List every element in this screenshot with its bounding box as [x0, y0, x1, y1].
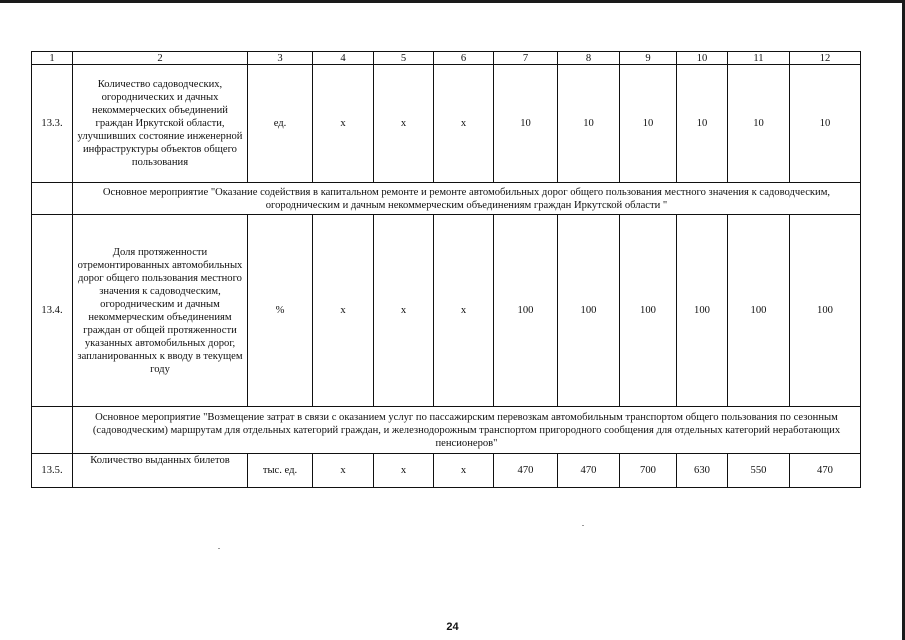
scan-border-top — [0, 0, 905, 3]
value-cell: x — [434, 65, 494, 183]
unit-cell: тыс. ед. — [248, 454, 313, 488]
activity-row — [32, 183, 861, 215]
value-cell: x — [313, 454, 374, 488]
value-cell: 100 — [558, 215, 620, 407]
column-number-header: 9 — [620, 52, 677, 65]
value-cell: 10 — [558, 65, 620, 183]
indicator-description: Количество садоводческих, огороднических и дачных некоммерческих объединений граждан Иркутской области, улучшивших состояние инженерной инфраструктуры объектов общего пользования — [73, 65, 248, 183]
row-number: 13.4. — [32, 215, 73, 407]
value-cell: x — [434, 215, 494, 407]
column-number-header: 11 — [728, 52, 790, 65]
indicator-description: Доля протяженности отремонтированных автомобильных дорог общего пользования местного значения к садоводческим, огородническим и дачным некоммерческим объединениям граждан от общей протяженности указанных автомобильных дорог, запланированных к вводу в текущем году — [73, 215, 248, 407]
value-cell: 700 — [620, 454, 677, 488]
table-row — [32, 65, 861, 183]
activity-empty-cell — [32, 407, 73, 454]
value-cell: 100 — [677, 215, 728, 407]
value-cell: x — [313, 65, 374, 183]
column-number-header: 6 — [434, 52, 494, 65]
value-cell: x — [374, 65, 434, 183]
value-cell: 100 — [790, 215, 861, 407]
value-cell: 100 — [620, 215, 677, 407]
value-cell: 470 — [790, 454, 861, 488]
value-cell: 630 — [677, 454, 728, 488]
column-number-header: 12 — [790, 52, 861, 65]
value-cell: 470 — [558, 454, 620, 488]
value-cell: 10 — [728, 65, 790, 183]
indicator-description: Количество выданных билетов — [73, 454, 248, 488]
value-cell: 100 — [728, 215, 790, 407]
column-number-header: 8 — [558, 52, 620, 65]
value-cell: 10 — [790, 65, 861, 183]
unit-cell: ед. — [248, 65, 313, 183]
value-cell: 10 — [677, 65, 728, 183]
value-cell: 10 — [494, 65, 558, 183]
column-number-header: 2 — [73, 52, 248, 65]
activity-row — [32, 407, 861, 454]
column-number-header: 10 — [677, 52, 728, 65]
value-cell: 10 — [620, 65, 677, 183]
scan-speck — [218, 548, 220, 549]
scan-speck — [582, 525, 584, 526]
activity-empty-cell — [32, 183, 73, 215]
activity-text: Основное мероприятие "Возмещение затрат в связи с оказанием услуг по пассажирским перевозкам автомобильным транспортом общего пользования по сезонным (садоводческим) маршрутам для отдельных категорий граждан, и железнодорожным транспортом пригородного сообщения для отдельных категорий неработающих пенсионеров" — [73, 407, 861, 454]
value-cell: x — [313, 215, 374, 407]
page-number: 24 — [446, 621, 459, 633]
row-number: 13.5. — [32, 454, 73, 488]
value-cell: x — [374, 454, 434, 488]
value-cell: x — [374, 215, 434, 407]
column-number-header: 5 — [374, 52, 434, 65]
table-row — [32, 215, 861, 407]
value-cell: 100 — [494, 215, 558, 407]
value-cell: 470 — [494, 454, 558, 488]
row-number: 13.3. — [32, 65, 73, 183]
activity-text: Основное мероприятие "Оказание содействия в капитальном ремонте и ремонте автомобильных дорог общего пользования местного значения к садоводческим, огородническим и дачным некоммерческим объединениям граждан Иркутской области " — [73, 183, 861, 215]
unit-cell: % — [248, 215, 313, 407]
table-header-row — [32, 52, 861, 65]
column-number-header: 3 — [248, 52, 313, 65]
value-cell: 550 — [728, 454, 790, 488]
indicators-table — [31, 51, 861, 488]
value-cell: x — [434, 454, 494, 488]
column-number-header: 1 — [32, 52, 73, 65]
table-row — [32, 454, 861, 488]
column-number-header: 7 — [494, 52, 558, 65]
column-number-header: 4 — [313, 52, 374, 65]
